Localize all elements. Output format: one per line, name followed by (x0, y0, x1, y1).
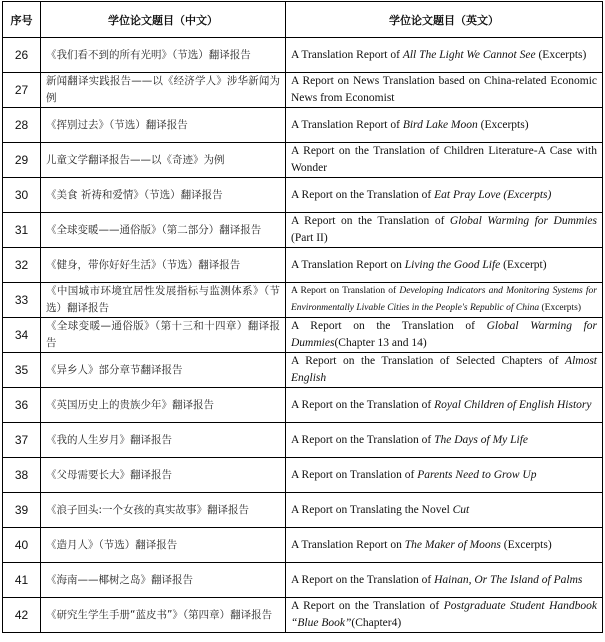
english-title-part: A Report on Translation of (291, 468, 418, 481)
table-row (3, 388, 603, 423)
row-number: 30 (3, 178, 41, 213)
english-title-italic-part: Almost English (291, 355, 597, 384)
row-number: 28 (3, 108, 41, 143)
english-title (286, 318, 603, 353)
english-title-italic-part: Eat Pray Love (Excerpts) (434, 188, 552, 201)
table-row (3, 108, 603, 143)
table-row (3, 563, 603, 598)
chinese-title: 《父母需要长大》翻译报告 (41, 458, 286, 493)
english-title-italic-part: The Maker of Moons (404, 538, 501, 551)
english-title-part: (Part II) (291, 232, 328, 244)
english-title-part: A Translation Report on (291, 538, 405, 551)
english-title (286, 108, 603, 143)
english-title-part: A Report on the Translation of (291, 188, 435, 201)
row-number: 39 (3, 493, 41, 528)
english-title (286, 283, 603, 318)
english-title (286, 598, 603, 633)
chinese-title: 《全球变暖——通俗版》（第二部分）翻译报告 (41, 213, 286, 248)
english-title (286, 563, 603, 598)
english-title-italic-part: The Days of My Life (434, 433, 529, 446)
english-title-part: A Report on the Translation of (291, 573, 435, 586)
english-title-part: (Excerpts) (535, 48, 587, 61)
english-title-italic-part: Hainan, Or The Island of Palms (434, 573, 583, 586)
table-row (3, 283, 603, 318)
header-english-title: 学位论文题目（英文） (286, 2, 603, 38)
chinese-title: 《造月人》（节选）翻译报告 (41, 528, 286, 563)
table-header-row (3, 2, 603, 38)
english-title-italic-part: All The Light We Cannot See (402, 48, 536, 61)
english-title (286, 493, 603, 528)
english-title-italic-part: Royal Children of English History (434, 398, 592, 411)
row-number: 41 (3, 563, 41, 598)
english-title-italic-part: Cut (452, 503, 470, 516)
english-title-part: (Chapter 13 and 14) (334, 337, 427, 349)
english-title (286, 458, 603, 493)
english-title-part: (Excerpt) (500, 258, 547, 271)
english-title (286, 143, 603, 178)
english-title (286, 388, 603, 423)
row-number: 34 (3, 318, 41, 353)
table-row (3, 178, 603, 213)
table-row (3, 318, 603, 353)
chinese-title: 《中国城市环境宜居性发展指标与监测体系》（节选）翻译报告 (41, 283, 286, 318)
row-number: 40 (3, 528, 41, 563)
english-title (286, 528, 603, 563)
table-row (3, 528, 603, 563)
chinese-title: 《我的人生岁月》翻译报告 (41, 423, 286, 458)
chinese-title: 《海南——椰树之岛》翻译报告 (41, 563, 286, 598)
english-title (286, 38, 603, 73)
table-row (3, 213, 603, 248)
row-number: 35 (3, 353, 41, 388)
english-title-part: A Report on the Translation of (291, 600, 444, 612)
table-row (3, 493, 603, 528)
chinese-title: 《异乡人》部分章节翻译报告 (41, 353, 286, 388)
row-number: 26 (3, 38, 41, 73)
table-row (3, 598, 603, 633)
english-title-part: A Report on News Translation based on China-related Economic News from Economist (291, 75, 597, 104)
english-title-part: (Chapter4) (351, 617, 402, 629)
row-number: 29 (3, 143, 41, 178)
chinese-title: 《挥别过去》（节选）翻译报告 (41, 108, 286, 143)
english-title-part: A Report on the Translation of (291, 398, 435, 411)
header-number: 序号 (3, 2, 41, 38)
chinese-title: 《我们看不到的所有光明》（节选）翻译报告 (41, 38, 286, 73)
english-title (286, 248, 603, 283)
english-title (286, 178, 603, 213)
table-row (3, 423, 603, 458)
table-row (3, 248, 603, 283)
table-row (3, 73, 603, 108)
chinese-title: 《英国历史上的贵族少年》翻译报告 (41, 388, 286, 423)
table-row (3, 353, 603, 388)
english-title-part: A Translation Report of (291, 48, 403, 61)
chinese-title: 《浪子回头:一个女孩的真实故事》翻译报告 (41, 493, 286, 528)
english-title-italic-part: Postgraduate Student Handbook “Blue Book” (291, 600, 597, 629)
chinese-title: 《健身，带你好好生活》（节选）翻译报告 (41, 248, 286, 283)
english-title (286, 73, 603, 108)
english-title (286, 213, 603, 248)
english-title-part: A Report on the Translation of (291, 215, 450, 227)
english-title-part: A Report on Translating the Novel (291, 503, 453, 516)
english-title-italic-part: Global Warming for Dummies (291, 320, 597, 349)
english-title-italic-part: Developing Indicators and Monitoring Systems for Environmentally Livable Cities in the People's Republic of China (291, 286, 597, 313)
chinese-title: 《美食 祈祷和爱情》（节选）翻译报告 (41, 178, 286, 213)
row-number: 31 (3, 213, 41, 248)
table-row (3, 143, 603, 178)
english-title-part: A Report on the Translation of Selected Chapters of (291, 355, 566, 367)
row-number: 27 (3, 73, 41, 108)
english-title-part: A Translation Report of (291, 118, 403, 131)
chinese-title: 儿童文学翻译报告——以《奇迹》为例 (41, 143, 286, 178)
english-title-italic-part: Parents Need to Grow Up (417, 468, 537, 481)
english-title-part: (Excerpts) (477, 118, 529, 131)
english-title-italic-part: Living the Good Life (404, 258, 501, 271)
row-number: 32 (3, 248, 41, 283)
english-title (286, 353, 603, 388)
english-title-part: A Translation Report on (291, 258, 405, 271)
english-title-part: A Report on the Translation of (291, 320, 487, 332)
english-title-italic-part: Bird Lake Moon (402, 118, 478, 131)
english-title-part: A Report on the Translation of Children Literature-A Case with Wonder (291, 145, 597, 174)
english-title-part: (Excerpts) (500, 538, 552, 551)
row-number: 38 (3, 458, 41, 493)
english-title-italic-part: Global Warming for Dummies (449, 215, 597, 227)
english-title-part: A Report on the Translation of (291, 433, 435, 446)
chinese-title: 《研究生学生手册“蓝皮书”》（第四章）翻译报告 (41, 598, 286, 633)
row-number: 33 (3, 283, 41, 318)
chinese-title: 《全球变暖—通俗版》（第十三和十四章）翻译报告 (41, 318, 286, 353)
table-row (3, 38, 603, 73)
english-title-part: A Report on Translation of (291, 286, 400, 296)
thesis-title-table (2, 1, 603, 633)
english-title (286, 423, 603, 458)
english-title-part: (Excerpts) (539, 303, 582, 313)
row-number: 42 (3, 598, 41, 633)
header-chinese-title: 学位论文题目（中文） (41, 2, 286, 38)
row-number: 37 (3, 423, 41, 458)
row-number: 36 (3, 388, 41, 423)
chinese-title: 新闻翻译实践报告——以《经济学人》涉华新闻为例 (41, 73, 286, 108)
table-row (3, 458, 603, 493)
